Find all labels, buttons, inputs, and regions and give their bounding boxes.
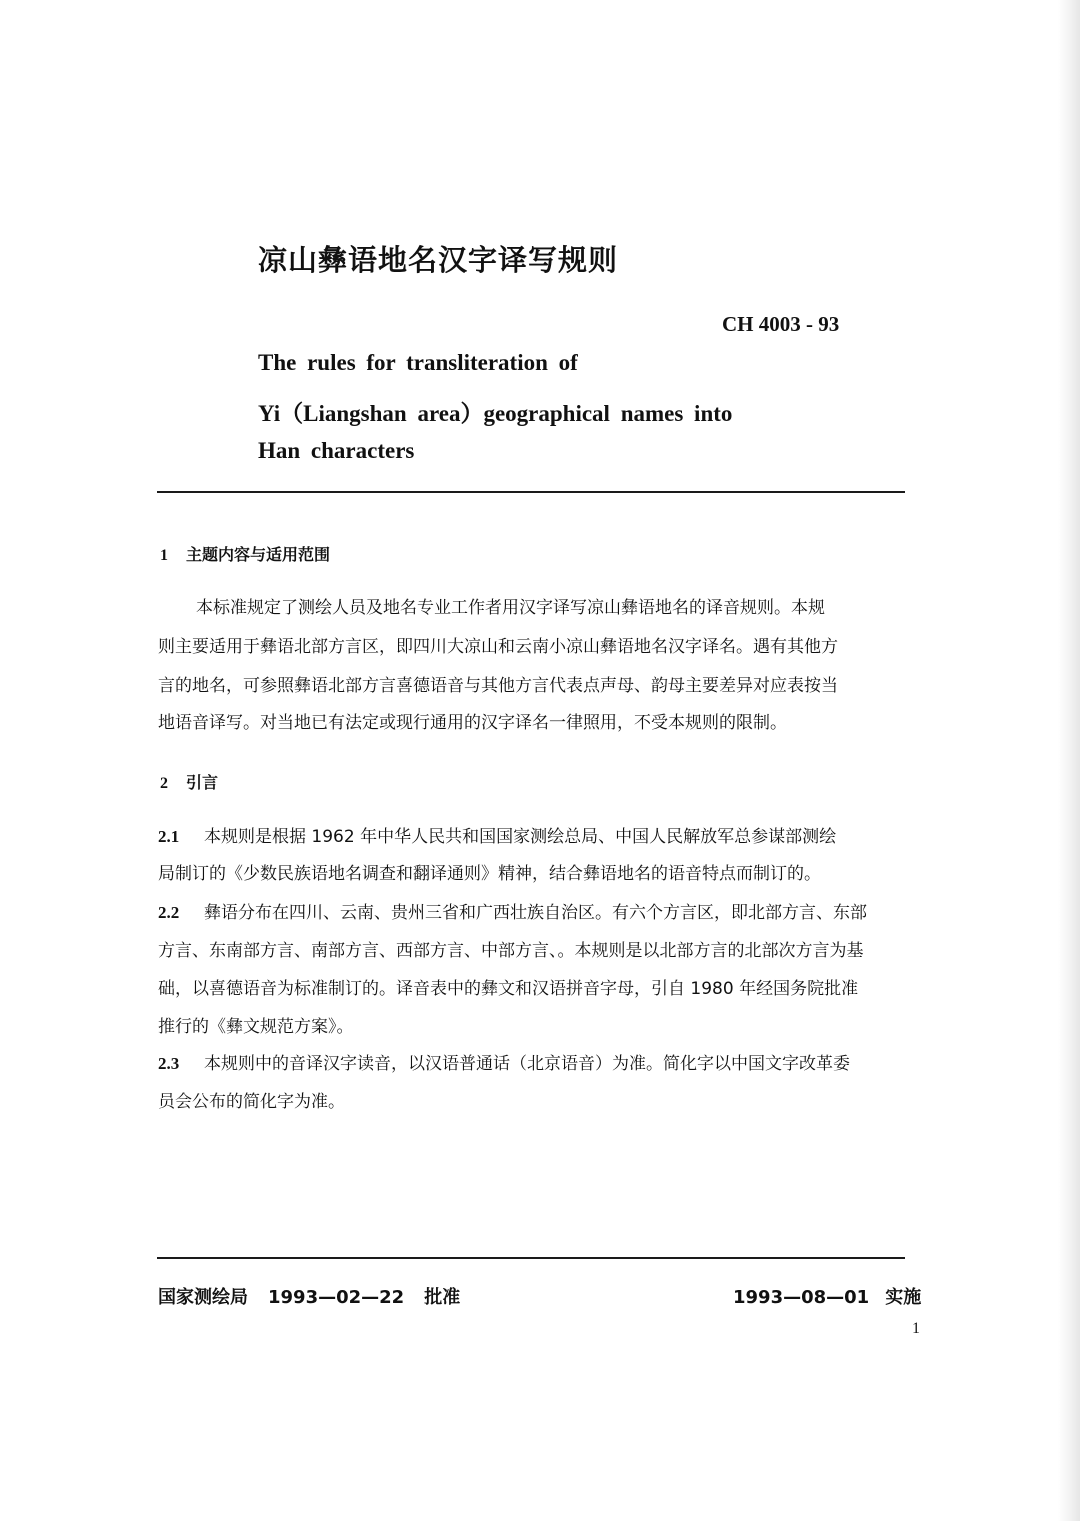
section-2-title: 引言 xyxy=(186,773,219,792)
approve-date: 1993—02—22 xyxy=(268,1287,405,1308)
clause-2-3-line xyxy=(158,1053,906,1075)
clause-2-1-number: 2.1 xyxy=(158,827,180,846)
clause-2-2-line: 础，以喜德语音为标准制订的。译音表中的彝文和汉语拼音字母，引自 1980 年经国务院批准 xyxy=(158,979,859,999)
clause-text: 本规则是根据 1962 年中华人民共和国国家测绘总局、中国人民解放军总参谋部测绘 xyxy=(204,827,837,847)
clause-2-2-line: 方言、东南部方言、南部方言、西部方言、中部方言、。本规则是以北部方言的北部次方言为基 xyxy=(158,941,864,961)
clause-2-3-line: 员会公布的简化字为准。 xyxy=(158,1092,345,1112)
footer-approval xyxy=(158,1283,460,1309)
section-1-paragraph-line: 则主要适用于彝语北部方言区，即四川大凉山和云南小凉山彝语地名汉字译名。遇有其他方 xyxy=(158,637,838,657)
section-1-heading xyxy=(160,542,330,565)
approve-label: 批准 xyxy=(424,1287,461,1308)
implement-label: 实施 xyxy=(885,1287,922,1308)
section-1-number: 1 xyxy=(160,547,168,564)
section-1-paragraph-line: 地语音译写。对当地已有法定或现行通用的汉字译名一律照用，不受本规则的限制。 xyxy=(158,713,787,733)
implement-date: 1993—08—01 xyxy=(733,1287,870,1308)
clause-2-1-line: 局制订的《少数民族语地名调查和翻译通则》精神，结合彝语地名的语音特点而制订的。 xyxy=(158,864,821,884)
document-title-english-line-2: Yi（Liangshan area）geographical names into xyxy=(258,401,733,426)
clause-2-2-number: 2.2 xyxy=(158,903,180,922)
document-title-english-line-3: Han characters xyxy=(258,438,415,463)
footer-implementation xyxy=(733,1283,921,1309)
clause-2-3-number: 2.3 xyxy=(158,1054,180,1073)
clause-text: 本规则中的音译汉字读音，以汉语普通话（北京语音）为准。简化字以中国文字改革委 xyxy=(204,1054,850,1074)
issuer: 国家测绘局 xyxy=(158,1287,248,1308)
clause-text: 彝语分布在四川、云南、贵州三省和广西壮族自治区。有六个方言区，即北部方言、东部 xyxy=(204,903,867,923)
section-1-title: 主题内容与适用范围 xyxy=(186,545,331,564)
section-1-paragraph-line: 本标准规定了测绘人员及地名专业工作者用汉字译写凉山彝语地名的译音规则。本规 xyxy=(196,598,825,618)
standard-code: CH 4003 - 93 xyxy=(722,312,840,336)
page-number: 1 xyxy=(912,1320,920,1337)
footer-divider xyxy=(157,1257,905,1259)
page-edge-shadow xyxy=(1058,0,1080,1521)
clause-2-2-line xyxy=(158,902,906,924)
document-title-english-line-1: The rules for transliteration of xyxy=(258,350,578,375)
document-title-chinese: 凉山彝语地名汉字译写规则 xyxy=(258,243,619,277)
header-divider xyxy=(157,491,905,493)
section-1-paragraph-line: 言的地名，可参照彝语北部方言喜德语音与其他方言代表点声母、韵母主要差异对应表按当 xyxy=(158,676,838,696)
section-2-heading xyxy=(160,770,218,793)
clause-2-2-line: 推行的《彝文规范方案》。 xyxy=(158,1017,354,1037)
section-2-number: 2 xyxy=(160,775,168,792)
clause-2-1-line xyxy=(158,826,906,848)
